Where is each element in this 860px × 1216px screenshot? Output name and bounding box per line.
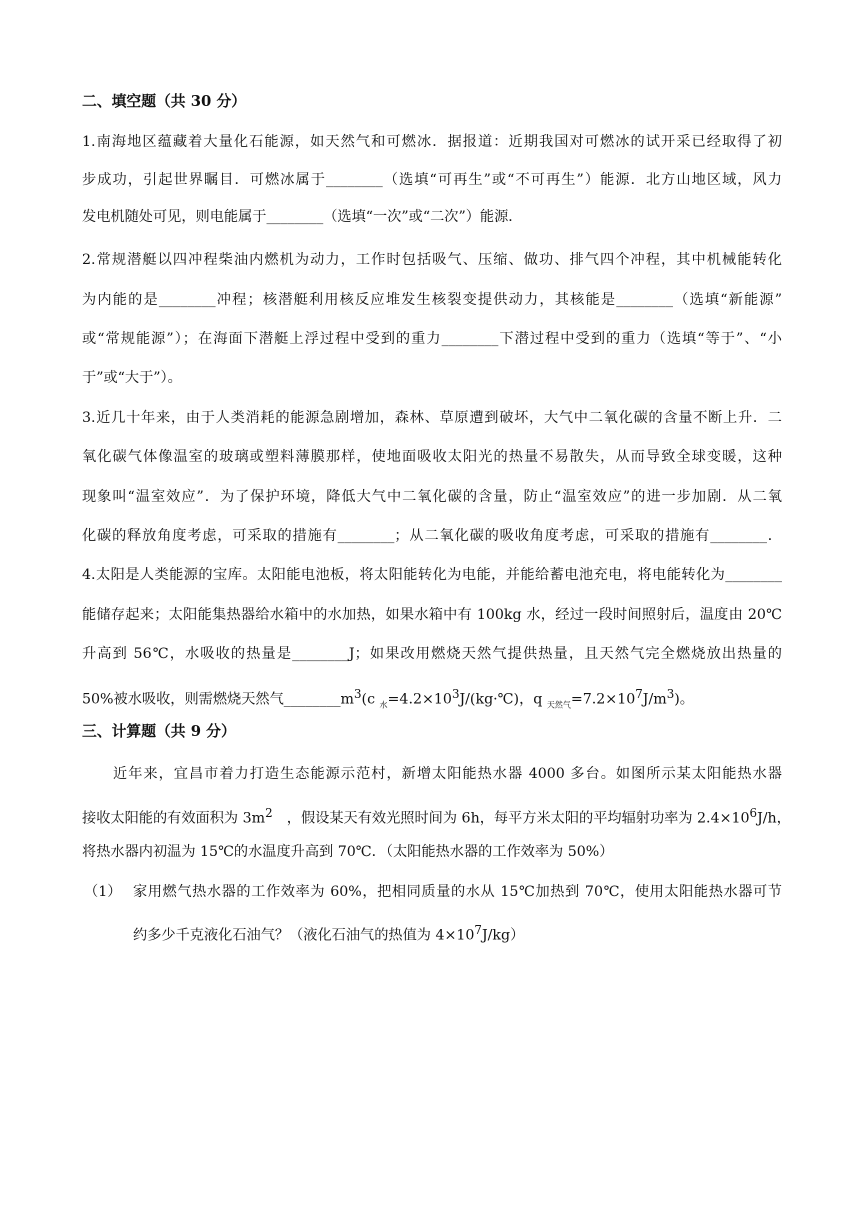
subquestion-line-1: 家用燃气热水器的工作效率为 60%，把相同质量的水从 15℃加热到 70℃，使用太阳能热水器可节 [133, 884, 782, 900]
calc-intro-line-3: 将热水器内初温为 15℃的水温度升高到 70℃．（太阳能热水器的工作效率为 50%） [82, 844, 614, 860]
q4-line-4: 50%被水吸收，则需燃烧天然气$\_\_\_\_\_\_\_\_m^3(c$ $_水=4.2\times 10^3J/(kg\cdot℃)$，q $_{天然气}=7.2\times 10^7J/m^3$)。 [82, 687, 694, 710]
q4-line-1: 4.太阳是人类能源的宝库。太阳能电池板，将太阳能转化为电能，并能给蓄电池充电，将电能转化为________ [82, 567, 782, 583]
q3-line-2: 氧化碳气体像温室的玻璃或塑料薄膜那样，使地面吸收太阳光的热量不易散失，从而导致全球变暖，这种 [82, 449, 782, 465]
q3-line-4: 化碳的释放角度考虑，可采取的措施有________；从二氧化碳的吸收角度考虑，可采取的措施有________． [82, 528, 782, 544]
calc-intro-line-1: 近年来，宜昌市着力打造生态能源示范村，新增太阳能热水器 4000 多台。如图所示某太阳能热水器 [113, 766, 782, 782]
q2-line-3: 或“常规能源”）；在海面下潜艇上浮过程中受到的重力________下潜过程中受到的重力（选填“等于”、“小 [82, 331, 782, 347]
section-2-heading: 二、填空题（共 30 分） [82, 93, 247, 110]
q1-line-3: 发电机随处可见，则电能属于________（选填“一次”或“二次”）能源． [82, 209, 523, 225]
subquestion-line-2: 约多少千克液化石油气？（液化石油气的热值为 $4\times 10^7J/kg$） [133, 923, 525, 944]
q1-line-1: 1.南海地区蕴藏着大量化石能源，如天然气和可燃冰．据报道：近期我国对可燃冰的试开采已经取得了初 [82, 134, 782, 150]
q1-line-2: 步成功，引起世界瞩目．可燃冰属于________（选填“可再生”或“不可再生”）能源．北方山地区域，风力 [82, 172, 782, 188]
subquestion-number: （1） [84, 884, 122, 900]
q4-line-3: 升高到 56℃，水吸收的热量是________J；如果改用燃烧天然气提供热量，且天然气完全燃烧放出热量的 [82, 646, 782, 662]
q3-line-1: 3.近几十年来，由于人类消耗的能源急剧增加，森林、草原遭到破坏，大气中二氧化碳的含量不断上升．二 [82, 410, 782, 426]
calc-intro-line-2: 接收太阳能的有效面积为 $3m^2$ ，假设某天有效光照时间为 6h，每平方米太阳的平均辐射功率为 $2.4\times 10^6J/h$， [82, 806, 791, 827]
section-3-heading: 三、计算题（共 9 分） [82, 723, 236, 740]
q2-line-1: 2.常规潜艇以四冲程柴油内燃机为动力，工作时包括吸气、压缩、做功、排气四个冲程，其中机械能转化 [82, 252, 782, 268]
q4-line-2: 能储存起来；太阳能集热器给水箱中的水加热，如果水箱中有 100kg 水，经过一段时间照射后，温度由 20℃ [82, 607, 782, 623]
q2-line-2: 为内能的是________冲程；核潜艇利用核反应堆发生核裂变提供动力，其核能是________（选填“新能源” [82, 292, 782, 308]
q3-line-3: 现象叫“温室效应”．为了保护环境，降低大气中二氧化碳的含量，防止“温室效应”的进一步加剧．从二氧 [82, 489, 782, 505]
q2-line-4: 于”或“大于”）。 [82, 370, 182, 386]
